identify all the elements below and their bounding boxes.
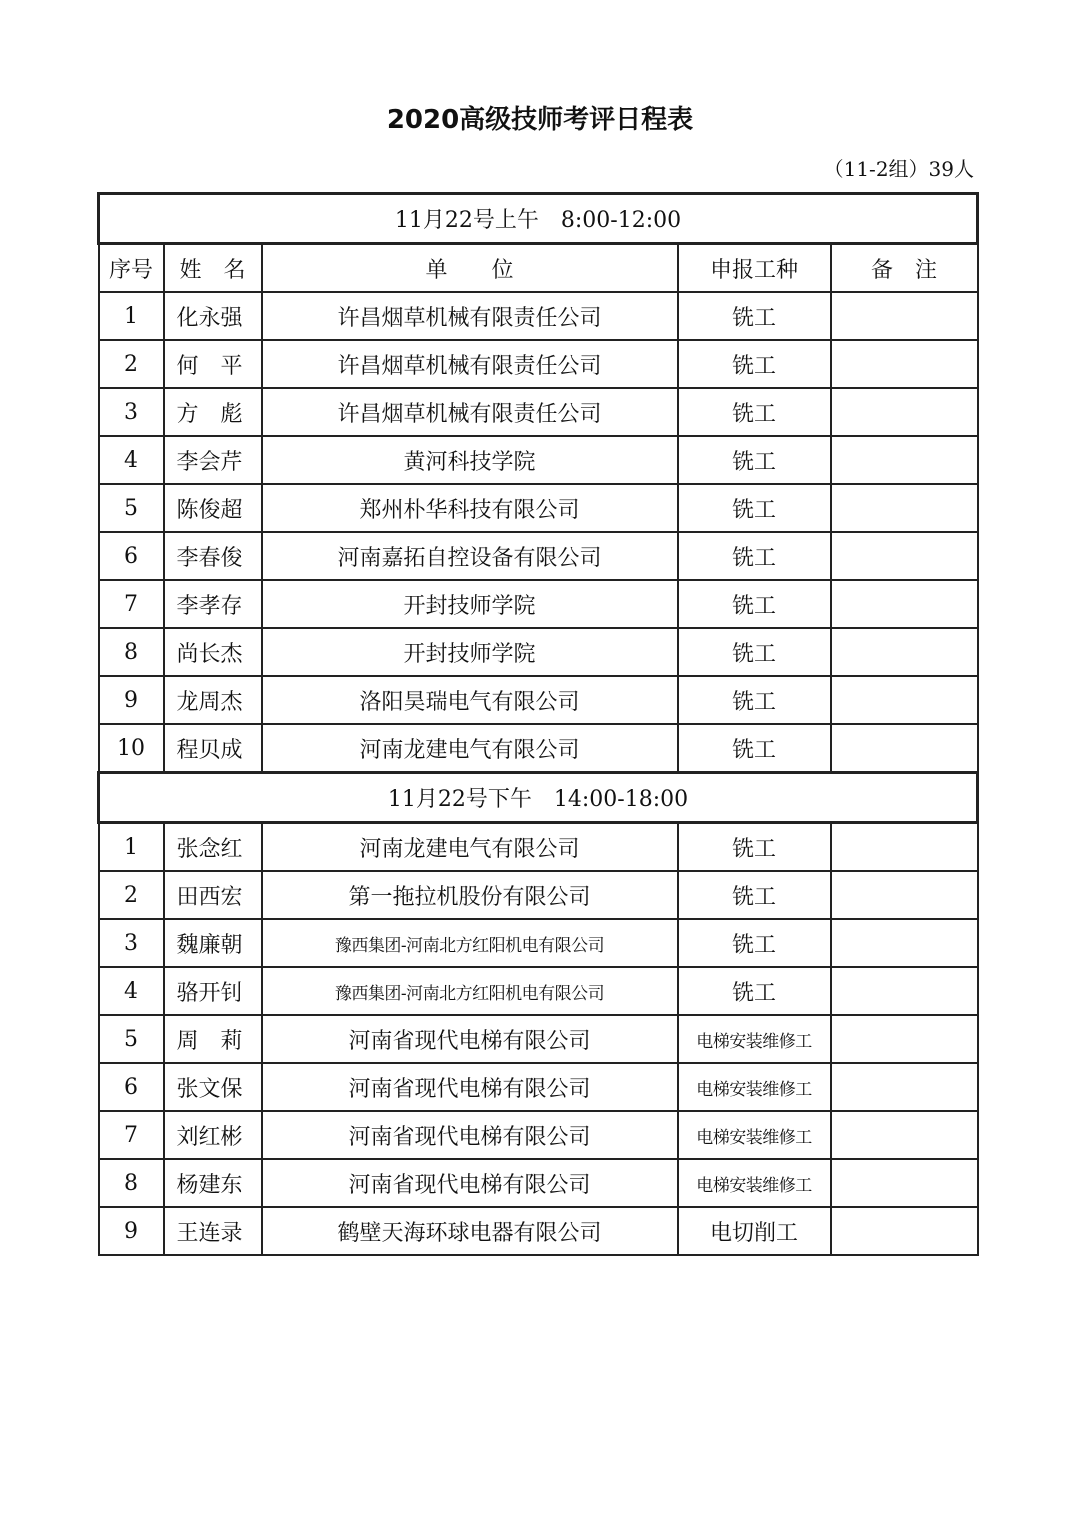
cell-note xyxy=(831,1207,978,1255)
cell-note xyxy=(831,724,978,773)
cell-seq: 6 xyxy=(99,532,164,580)
cell-seq: 7 xyxy=(99,1111,164,1159)
cell-seq: 8 xyxy=(99,1159,164,1207)
cell-name: 程贝成 xyxy=(164,724,262,773)
table-row xyxy=(99,1207,978,1255)
cell-job: 电梯安装维修工 xyxy=(678,1159,831,1207)
cell-name: 化永强 xyxy=(164,292,262,340)
cell-job: 铣工 xyxy=(678,823,831,872)
cell-job: 铣工 xyxy=(678,436,831,484)
cell-note xyxy=(831,484,978,532)
cell-job: 铣工 xyxy=(678,388,831,436)
column-header-job: 申报工种 xyxy=(678,244,831,293)
cell-name: 刘红彬 xyxy=(164,1111,262,1159)
cell-seq: 9 xyxy=(99,676,164,724)
cell-unit: 豫西集团-河南北方红阳机电有限公司 xyxy=(262,919,678,967)
cell-note xyxy=(831,292,978,340)
cell-name: 张文保 xyxy=(164,1063,262,1111)
cell-unit: 郑州朴华科技有限公司 xyxy=(262,484,678,532)
cell-job: 铣工 xyxy=(678,340,831,388)
session-header-row xyxy=(99,773,978,823)
table-row xyxy=(99,340,978,388)
cell-note xyxy=(831,628,978,676)
schedule-table xyxy=(97,192,979,1256)
cell-name: 骆开钊 xyxy=(164,967,262,1015)
cell-seq: 1 xyxy=(99,823,164,872)
cell-job: 铣工 xyxy=(678,580,831,628)
cell-job: 电梯安装维修工 xyxy=(678,1015,831,1063)
cell-note xyxy=(831,532,978,580)
cell-unit: 许昌烟草机械有限责任公司 xyxy=(262,340,678,388)
table-row xyxy=(99,532,978,580)
column-header-seq: 序号 xyxy=(99,244,164,293)
cell-unit: 河南嘉拓自控设备有限公司 xyxy=(262,532,678,580)
cell-name: 方 彪 xyxy=(164,388,262,436)
table-row xyxy=(99,823,978,872)
column-header-row xyxy=(99,244,978,293)
cell-note xyxy=(831,340,978,388)
cell-seq: 5 xyxy=(99,1015,164,1063)
cell-name: 李孝存 xyxy=(164,580,262,628)
cell-seq: 3 xyxy=(99,388,164,436)
table-row xyxy=(99,580,978,628)
cell-note xyxy=(831,919,978,967)
table-row xyxy=(99,628,978,676)
cell-job: 铣工 xyxy=(678,919,831,967)
cell-seq: 7 xyxy=(99,580,164,628)
cell-seq: 10 xyxy=(99,724,164,773)
session-label: 11月22号上午 8:00-12:00 xyxy=(99,194,978,244)
table-row xyxy=(99,724,978,773)
cell-seq: 4 xyxy=(99,967,164,1015)
cell-note xyxy=(831,1015,978,1063)
table-row xyxy=(99,1111,978,1159)
cell-job: 铣工 xyxy=(678,532,831,580)
table-row xyxy=(99,484,978,532)
cell-seq: 9 xyxy=(99,1207,164,1255)
table-row xyxy=(99,1159,978,1207)
cell-note xyxy=(831,1063,978,1111)
cell-job: 铣工 xyxy=(678,628,831,676)
table-row xyxy=(99,919,978,967)
cell-name: 龙周杰 xyxy=(164,676,262,724)
cell-name: 张念红 xyxy=(164,823,262,872)
cell-job: 铣工 xyxy=(678,724,831,773)
session-label: 11月22号下午 14:00-18:00 xyxy=(99,773,978,823)
table-row xyxy=(99,388,978,436)
cell-name: 李春俊 xyxy=(164,532,262,580)
cell-seq: 3 xyxy=(99,919,164,967)
cell-unit: 鹤壁天海环球电器有限公司 xyxy=(262,1207,678,1255)
cell-seq: 1 xyxy=(99,292,164,340)
cell-seq: 6 xyxy=(99,1063,164,1111)
session-header-row xyxy=(99,194,978,244)
cell-seq: 5 xyxy=(99,484,164,532)
cell-unit: 河南龙建电气有限公司 xyxy=(262,724,678,773)
cell-unit: 河南省现代电梯有限公司 xyxy=(262,1015,678,1063)
cell-note xyxy=(831,580,978,628)
cell-job: 电切削工 xyxy=(678,1207,831,1255)
cell-note xyxy=(831,676,978,724)
cell-name: 王连录 xyxy=(164,1207,262,1255)
cell-unit: 豫西集团-河南北方红阳机电有限公司 xyxy=(262,967,678,1015)
cell-unit: 许昌烟草机械有限责任公司 xyxy=(262,292,678,340)
cell-seq: 8 xyxy=(99,628,164,676)
cell-job: 铣工 xyxy=(678,292,831,340)
cell-name: 田西宏 xyxy=(164,871,262,919)
cell-name: 周 莉 xyxy=(164,1015,262,1063)
cell-name: 尚长杰 xyxy=(164,628,262,676)
table-row xyxy=(99,871,978,919)
cell-job: 铣工 xyxy=(678,484,831,532)
cell-unit: 开封技师学院 xyxy=(262,580,678,628)
group-note: （11-2组）39人 xyxy=(823,157,974,181)
cell-unit: 开封技师学院 xyxy=(262,628,678,676)
column-header-note: 备 注 xyxy=(831,244,978,293)
cell-unit: 黄河科技学院 xyxy=(262,436,678,484)
cell-unit: 河南省现代电梯有限公司 xyxy=(262,1159,678,1207)
cell-job: 电梯安装维修工 xyxy=(678,1111,831,1159)
cell-note xyxy=(831,388,978,436)
table-row xyxy=(99,1015,978,1063)
cell-job: 铣工 xyxy=(678,871,831,919)
cell-note xyxy=(831,436,978,484)
cell-job: 铣工 xyxy=(678,676,831,724)
cell-unit: 许昌烟草机械有限责任公司 xyxy=(262,388,678,436)
cell-seq: 4 xyxy=(99,436,164,484)
cell-seq: 2 xyxy=(99,340,164,388)
page-title: 2020高级技师考评日程表 xyxy=(386,105,694,135)
table-row xyxy=(99,967,978,1015)
cell-seq: 2 xyxy=(99,871,164,919)
table-row xyxy=(99,1063,978,1111)
cell-job: 电梯安装维修工 xyxy=(678,1063,831,1111)
table-row xyxy=(99,676,978,724)
cell-note xyxy=(831,823,978,872)
cell-name: 陈俊超 xyxy=(164,484,262,532)
cell-name: 杨建东 xyxy=(164,1159,262,1207)
table-row xyxy=(99,292,978,340)
cell-unit: 第一拖拉机股份有限公司 xyxy=(262,871,678,919)
table-row xyxy=(99,436,978,484)
cell-name: 魏廉朝 xyxy=(164,919,262,967)
column-header-name: 姓 名 xyxy=(164,244,262,293)
cell-note xyxy=(831,1111,978,1159)
cell-name: 何 平 xyxy=(164,340,262,388)
cell-unit: 洛阳昊瑞电气有限公司 xyxy=(262,676,678,724)
cell-note xyxy=(831,871,978,919)
cell-unit: 河南省现代电梯有限公司 xyxy=(262,1111,678,1159)
cell-unit: 河南省现代电梯有限公司 xyxy=(262,1063,678,1111)
cell-unit: 河南龙建电气有限公司 xyxy=(262,823,678,872)
column-header-unit: 单 位 xyxy=(262,244,678,293)
cell-name: 李会芹 xyxy=(164,436,262,484)
cell-note xyxy=(831,1159,978,1207)
cell-job: 铣工 xyxy=(678,967,831,1015)
cell-note xyxy=(831,967,978,1015)
